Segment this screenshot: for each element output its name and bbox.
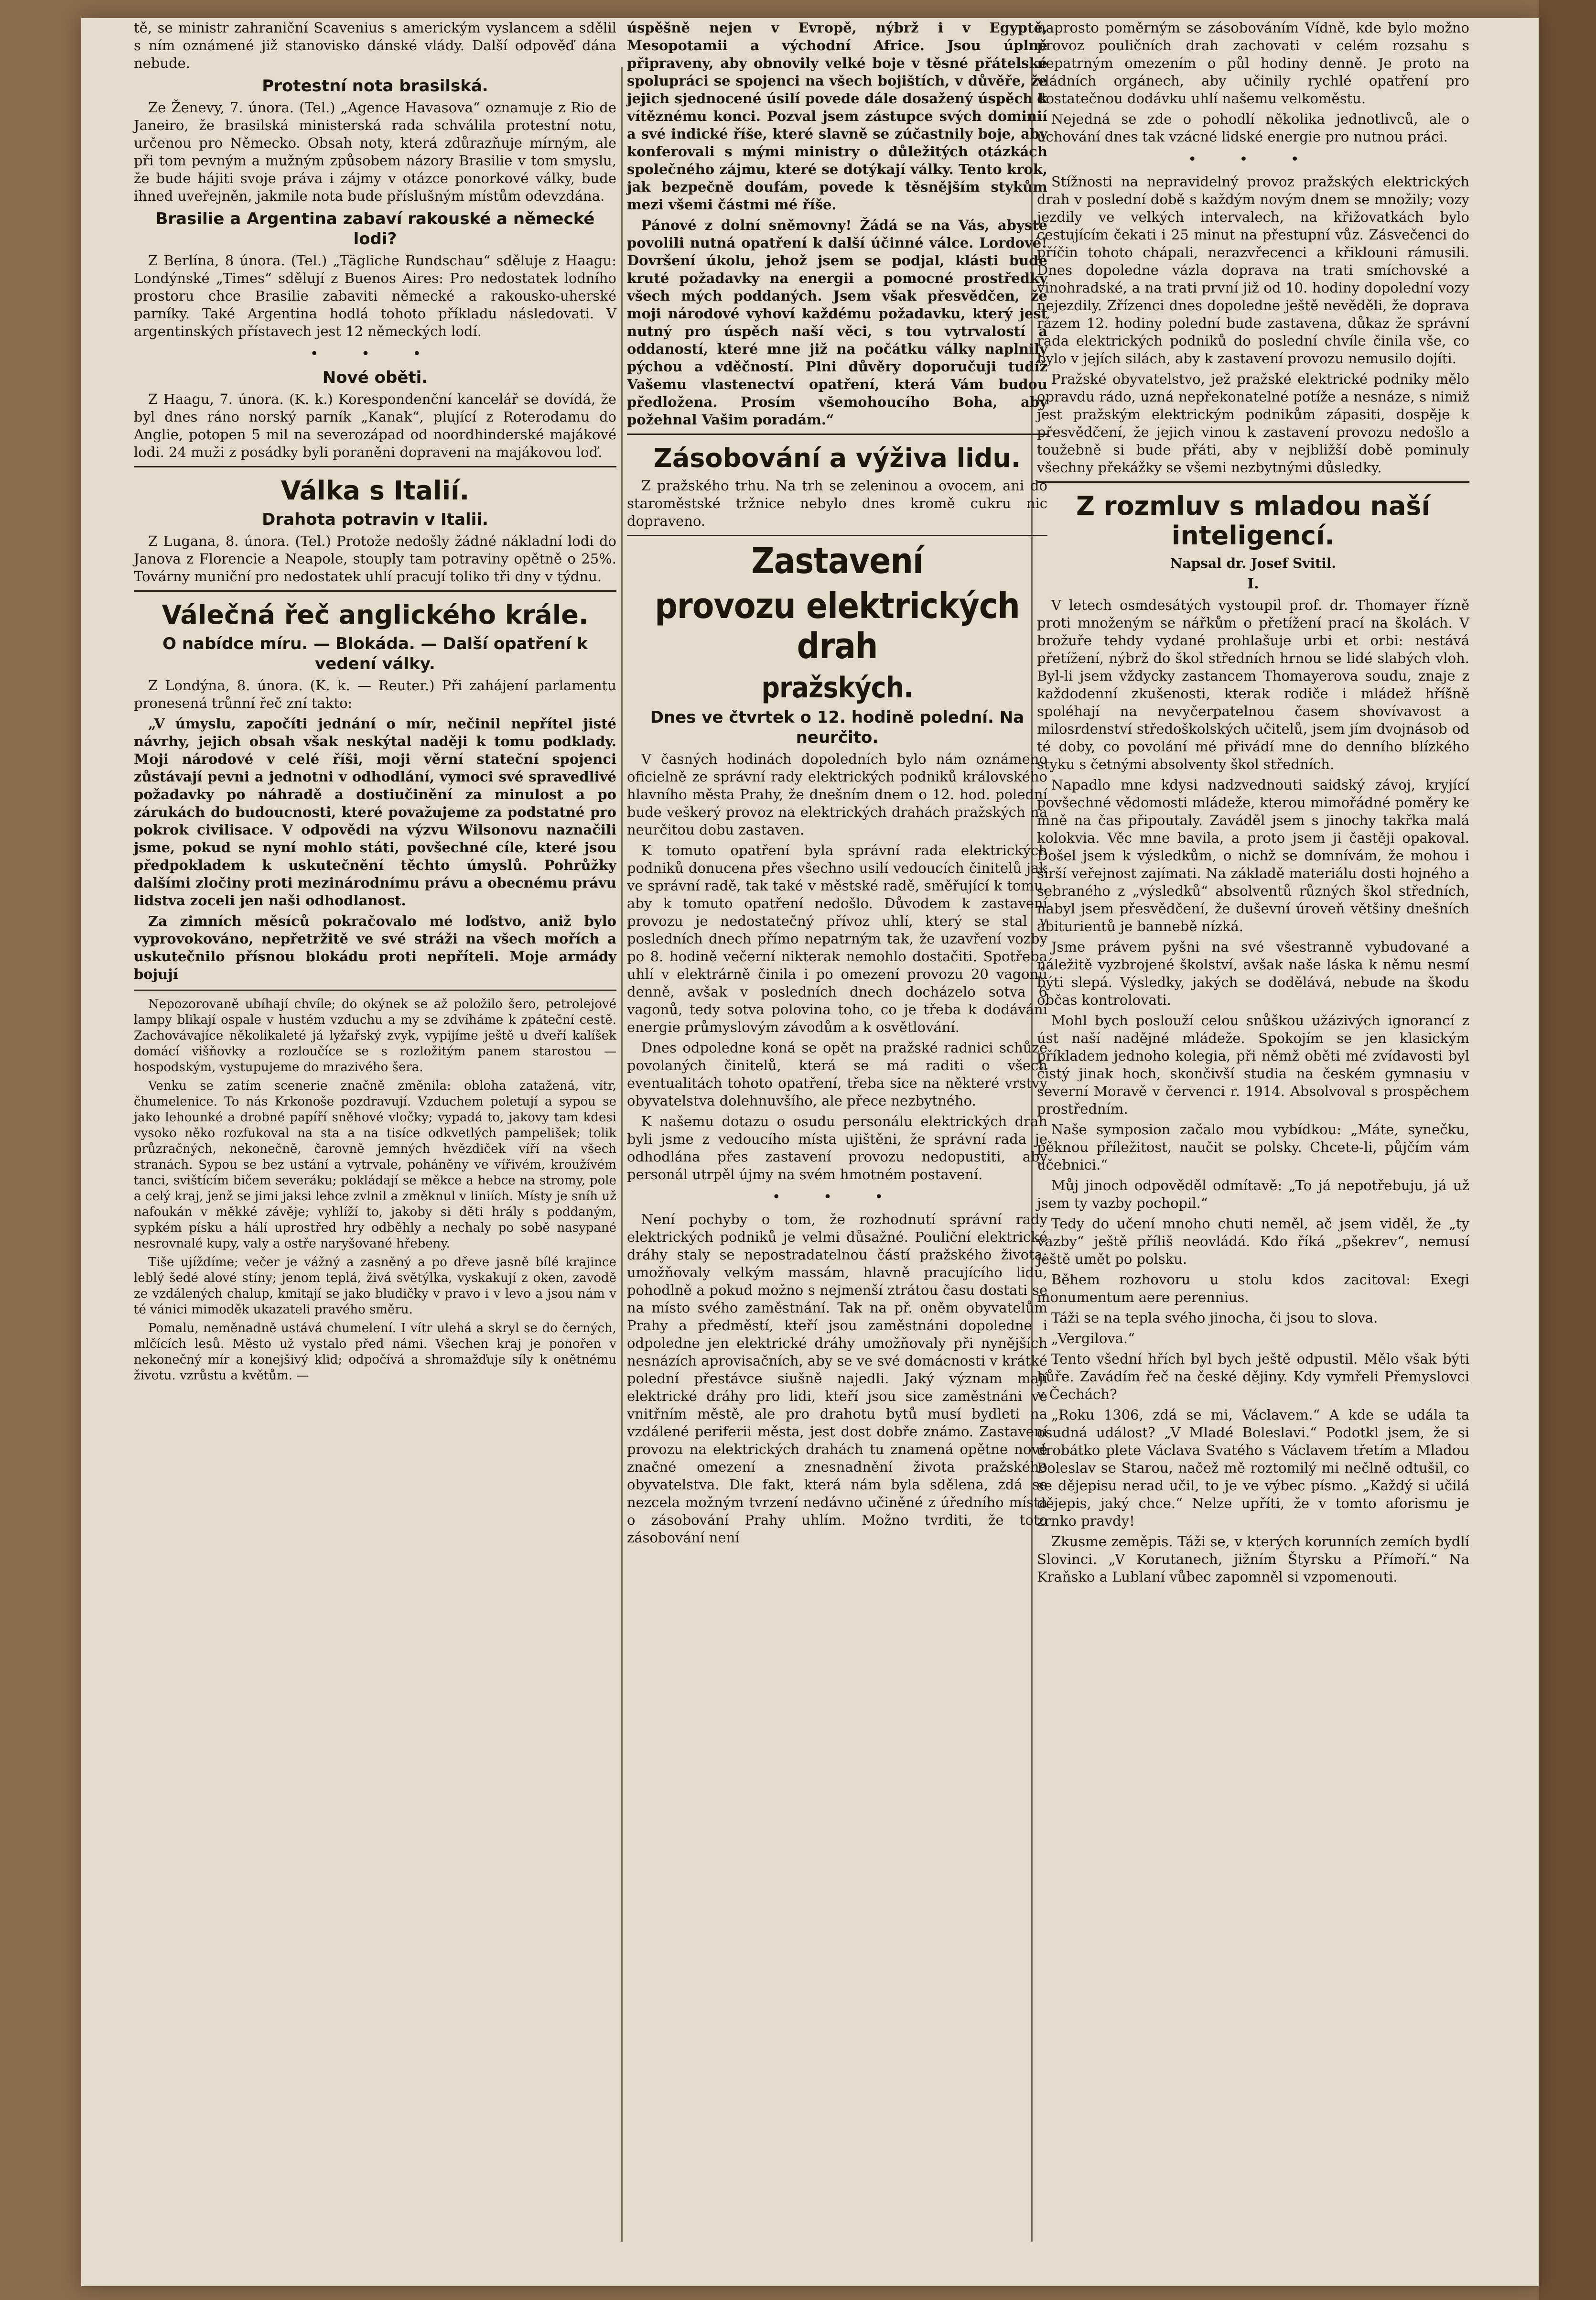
essay-paragraph: Napadlo mne kdysi nadzvednouti saidský závoj, kryjící povšechné vědomosti mládeže, kterou mimořádné poměry ke mně na čas připoutaly. Zaváděl jsem s jinochy takřka malá kolokvia. Věc mne bavila, a proto jsem ji častěji opakoval. Došel jsem k výsledkům, o nichž se domnívám, že mohou i širší veřejnost zajímati. Na základě materiálu dosti hojného a sebraného z „výsledků“ absolventů různých škol středních, nabyl jsem přesvědčení, že duševní úroveň většiny dnešních abiturientů je bannebě nízká. [1037,777,1469,934]
headline-brazil-note: Protestní nota brasilská. [262,76,488,96]
headline-tram-stop-3: pražských. [761,671,913,705]
article-prague-market: Z pražského trhu. Na trh se zeleninou a ovocem, ani do staroměstské tržnice nebylo dnes kromě cukru nic dopraveno. [627,477,1047,529]
article-new-victims: Z Haagu, 7. února. (K. k.) Korespondenční kancelář se dovídá, že byl dnes ráno norský parník „Kanak“, plující z Roterodamu do Anglie, potopen 5 mil na severozápad od noordhinderské majákové lodi. 24 muži z posádky byli poraněni dopraveni na majákovou loď. [134,391,616,460]
divider [627,434,1047,435]
section-divider-stars: • • • [772,1189,903,1205]
article-tram-energy: Nejedná se zde o pohodlí několika jednotlivců, ale o uchování dnes tak vzácné lidské energie pro nutnou práci. [1037,111,1469,145]
part-number: I. [1247,575,1259,592]
essay-paragraph: Tento všední hřích byl bych ještě odpustil. Mělo však býti hůře. Zavádím řeč na české dějiny. Kdy vymřeli Přemyslovci v Čechách? [1037,1351,1469,1402]
headline-war-italy: Válka s Italií. [280,476,470,506]
article-king-speech-intro: Z Londýna, 8. února. (K. k. — Reuter.) Při zahájení parlamentu pronesená trůnní řeč zní takto: [134,677,616,711]
feuilleton-paragraph: Nepozorovaně ubíhají chvíle; do okýnek se až položilo šero, petrolejové lampy blikají ospale v hustém vzduchu a my se zdvíháme k zpáteční cestě. Zachovávajíce několikaleté já lyžařský zvyk, vypijíme ještě u dveří kalíšek domácí višňovky a rozloučíce se s rozložitým panem starostou — hospodským, vystupujeme do mrazivého šera. [134,997,616,1074]
headline-youth-conversations: Z rozmluv s mladou naší inteligencí. [1076,491,1431,551]
essay-paragraph: Táži se na tepla svého jinocha, či jsou to slova. [1051,1310,1378,1326]
essay-paragraph: „Roku 1306, zdá se mi, Václavem.“ A kde se udála ta osudná událost? „V Mladé Boleslavi.“ Podotkl jsem, že si drobátko plete Václava Svatého s Václavem třetím a Mladou Boleslav se Starou, načež mě roztomilý mi nečlně odtušil, co se dějepisu nerad učil, to je ve výbec písmo. „Každý si učilá dějepis, jaký chce.“ Nelze upříti, že v tomto aforismu je zrnko pravdy! [1037,1407,1469,1529]
section-divider-stars: • • • [310,346,441,362]
headline-new-victims: Nové oběti. [322,368,428,387]
article-tram-paragraph: K tomuto opatření byla správní rada elektrických podniků donucena přes všechno usilí vedoucích činitelů jak ve správní radě, tak také v městské radě, směřující k tomu, aby k tomuto opatření nedošlo. Důvodem k zastavení provozu je nedostatečný přívoz uhlí, který se stal v posledních dnech přímo nepatrným tak, že uzavření vozby po 8. hodině večerní nikterak nemohlo dostačiti. Spotřeba uhlí v elektrárně činila i po omezení provozu 20 vagonů denně, avšak v posledních dnech docházelo sotva 6 vagonů, tedy sotva polovina toho, co je třeba k dodávání energie průmyslovým závodům a k osvětlování. [627,842,1047,1035]
article-tram-continued: naprosto poměrným se zásobováním Vídně, kde bylo možno provoz pouličních drah zachovati v celém rozsahu s nepatrným omezením o půl hodiny denně. Je proto na vládních orgánech, aby učinily rychlé opatření pro dostatečnou dodávku uhlí našemu velkoměstu. [1037,20,1469,107]
headline-king-speech: Válečná řeč anglického krále. [162,600,589,630]
headline-tram-stop-1: Zastavení [751,541,923,582]
column-rule [621,67,623,2242]
subheadline-king-speech: O nabídce míru. — Blokáda. — Další opatření k vedení války. [162,634,588,673]
headline-food-supply: Zásobování a výživa lidu. [653,443,1021,473]
byline: Napsal dr. Josef Svitil. [1170,555,1337,571]
essay-paragraph: „Vergilova.“ [1051,1330,1135,1346]
headline-food-prices: Drahota potravin v Italii. [262,510,488,529]
subheadline-tram-stop: Dnes ve čtvrtek o 12. hodině polední. Na neurčito. [650,708,1024,747]
essay-paragraph: Během rozhovoru u stolu kdos zacitoval: Exegi monumentum aere perennius. [1037,1271,1469,1305]
feuilleton-paragraph: Venku se zatím scenerie značně změnila: obloha zatažená, vítr, čhumelenice. To nás Krkonoše pozdravují. Vzduchem poletují a sypou se jako lehounké a drobné papíří sněhové vločky; vypadá to, jakovy tam kdesi vysoko něko rozfukoval na sta a na tisíce odkvetlých pampelišek; tolik průzračných, nekonečně, čarovně jemných hvězdiček víří na všech stranách. Sypou se bez ustání a vytrvale, poháněny ve vířivém, kroužívém tanci, svištícím bičem severáku; pokládají se měkce a hebce na stromy, pole a celý kraj, jenž se jimi jaksi lehce zvlnil a změknul v liniích. Místy je sníh už nafoukán v měkké závěje; vyhlíží to, jakoby si děti hrály s poddaným, sypkém písku a hálí uprostřed hry odběhly a nechaly po sobě nasypané nesrovnalé kupy, valy a ostře naryšované hřebeny. [134,1079,616,1251]
divider [134,466,616,467]
column-2 [627,19,1047,1550]
column-1 [134,19,616,1387]
article-king-speech-continued: úspěšně nejen v Evropě, nýbrž i v Egyptě, Mesopotamii a východní Africe. Jsou úplně připraveny, aby obnovily velké boje v těsné přátelské spolupráci se spojenci na všech bojištích, v důvěře, že jejich sjednocené úsilí povede dále dosažený úspěch k vítěznému konci. Pozval jsem zástupce svých dominií a své indické říše, které slavně se zúčastnily boje, aby konferovali s mými ministry o důležitých otázkách společného zájmu, které se dotýkají války. Tento krok, jak bezpečně doufám, povede k těsnějším stykům mezi všemi částmi mé říše. [627,20,1047,213]
article-danish-reply: tě, se ministr zahraniční Scavenius s americkým vyslancem a sdělil s ním oznámené již stanovisko dánské vlády. Další odpověď dána nebude. [134,20,616,71]
article-food-prices: Z Lugana, 8. února. (Tel.) Protože nedošly žádné nákladní lodi do Janova z Florencie a Neapole, stouply tam potraviny opětně o 25%. Továrny muniční pro nedostatek uhlí pracují toliko tři dny v týdnu. [134,533,616,585]
essay-paragraph: Tedy do učení mnoho chuti neměl, ač jsem viděl, že „ty vazby“ ještě příliš neovládá. Kdo říká „pšekrev“, nemusí ještě umět po polsku. [1037,1215,1469,1267]
divider [1037,481,1469,483]
article-tram-paragraph: Dnes odpoledne koná se opět na pražské radnici schůze povolaných činitelů, která se má raditi o všech eventualitách tohoto opatření, třeba sice na některé vrstvy obyvatelstva dolehnuvšího, ale přece nezbytného. [627,1040,1047,1109]
divider [627,535,1047,536]
column-3 [1037,19,1469,1589]
article-tram-public: Pražské obyvatelstvo, jež pražské elektrické podniky mělo opravdu rádo, uzná nepřekonatelné potíže a nesnáze, s nimiž jest pražským elektrickým podnikům zápasiti, dospěje k přesvědčení, že jejich vinou k zastavení provozu nedošlo a toužebně si bude přáti, aby v nejbližší době pominuly všechny překážky se všemi nezbytnými důsledky. [1037,371,1469,476]
essay-paragraph: Mohl bych poslouží celou snůškou užázivých ignorancí z úst naší nadějné mládeže. Spokojím se jen klasickým příkladem jednoho kolegia, při němž oběti mé zvídavosti byl čistý jinak hoch, skončivší studia na českém gymnasiu v severní Moravě v červenci r. 1914. Absolvoval s prospěchem prostředním. [1037,1012,1469,1117]
article-tram-paragraph: V časných hodinách dopoledních bylo nám oznámeno oficielně ze správní rady elektrických podniků královského hlavního města Prahy, že dnešním dnem o 12. hod. polední bude veškerý provoz na elektrických drahách pražských na neurčitou dobu zastaven. [627,751,1047,838]
page-edge-binding [1539,0,1596,2300]
feuilleton-paragraph: Pomalu, neměnadně ustává chumelení. I vítr ulehá a skryl se do černých, mlčících lesů. Město už vystalo před námi. Všechen kraj je ponořen v nekonečný mír a konejšivý klid; odpočívá a shromažďuje síly k onětnému životu. vzrůstu a květům. — [134,1321,616,1383]
feuilleton-divider [134,989,616,991]
article-king-speech-quote: „V úmyslu, započíti jednání o mír, nečinil nepřítel jisté návrhy, jejich obsah však neskýtal naději k tomu podklady. Moji národové v celé říši, moji věrní stateční spojenci zůstávají pevni a jednotni v odhodlání, vymoci své spravedlivé požadavky po náhradě a dostiučinění za minulost a po zárukách do budoucnosti, které považujeme za podstatné pro pokrok civilisace. V odpovědi na výzvu Wilsonovu naznačili jsme, pokud se nyní mohlo státi, povšechné cíle, které jsou předpokladem k uskutečnění těchto úmyslů. Pohrůžky dalšími zločiny proti mezinárodnímu právu a obecnému právu lidstva zoceli jen naši odhodlanost. [134,716,616,909]
article-king-speech-navy: Za zimních měsíců pokračovalo mé loďstvo, aniž bylo vyprovokováno, nepřetržitě ve své stráži na všech mořích a uskutečnilo přísnou blokádu proti nepříteli. Moje armády bojují [134,913,616,982]
section-divider-stars: • • • [1188,151,1318,168]
feuilleton-paragraph: Tiše ujíždíme; večer je vážný a zasněný a po dřeve jasně bílé krajince leblý šedé alové stíny; jenom teplá, živá světýlka, vyskakují z oken, zavodě ze vzdálených chalup, kmitají se jako bludičky v pravo i v levo a jsou nám v té vánici mimoděk ukazateli pravého směru. [134,1255,616,1317]
essay-paragraph: Zkusme zeměpis. Táži se, v kterých korunních zemích bydlí Slovinci. „V Korutanech, jižním Štyrsku a Přímoří.“ Na Kraňsko a Lublaní vůbec zapomněl si vzpomenouti. [1037,1533,1469,1585]
feuilleton [134,997,616,1384]
headline-brazil-argentina: Brasilie a Argentina zabaví rakouské a německé lodi? [155,209,595,249]
article-tram-paragraph: K našemu dotazu o osudu personálu elektrických drah byli jsme z vedoucího místa ujištěni, že správní rada je odhodlána přes zastavení provozu nedopustiti, aby personál utrpěl újmy na svém hmotném postavení. [627,1113,1047,1183]
article-tram-complaints: Stížnosti na nepravidelný provoz pražských elektrických drah v poslední době s každým novým dnem se množily; vozy jezdily ve velkých intervalech, na křižovatkách bylo cestujícím čekati i 25 minut na přestupní vůz. Zásvečenci do příčin tohoto chápali, nerazvřecenci a křiklouni rámusili. Dnes dopoledne vázla doprava na trati smíchovské a vinohradské, a na trati první již od 10. hodiny dopolední vozy nejezdily. Zřízenci dnes dopoledne ještě nevěděli, že doprava rázem 12. hodiny polední bude zastavena, důkaz že správní rada elektrických podniků do poslední chvíle činila vše, co bylo v jejích silách, aby k zastavení provozu nemusilo dojíti. [1037,174,1469,367]
headline-tram-stop-2: provozu elektrických drah [655,586,1020,667]
divider [134,590,616,592]
article-brazil-argentina: Z Berlína, 8 února. (Tel.) „Tägliche Rundschau“ sděluje z Haagu: Londýnské „Times“ sdělují z Buenos Aires: Pro nedostatek lodního prostoru chce Brasilie zabaviti německé a rakousko-uherské parníky. Také Argentina hodlá tohoto příkladu následovati. V argentinských přístavech jest 12 německých lodí. [134,252,616,339]
essay-paragraph: V letech osmdesátých vystoupil prof. dr. Thomayer řízně proti množeným se nářkům o přetížení prací na školách. V brožuře tehdy vydané prohlašuje urbi et orbi: nestává přetížení, nýbrž do škol středních hrnou se lidé slabých vloh. Byl-li jsem vždycky zastancem Thomayerova soudu, znaje z každodenní zkušenosti, kterak rodiče i mládež hříšně spoléhají na nevyčerpatelnou časem shovívavost a milosrdenství středoškolských učitelů, jsem jím dvojnásob od té doby, co povolání mé přivádí mne do denního blízkého styku s četnými absolventy škol středních. [1037,597,1469,772]
essay-paragraph: Můj jinoch odpověděl odmítavě: „To já nepotřebuju, já už jsem ty vazby pochopil.“ [1037,1177,1469,1211]
article-brazil-note: Ze Ženevy, 7. února. (Tel.) „Agence Havasova“ oznamuje z Rio de Janeiro, že brasilská ministerská rada schválila protestní notu, určenou pro Německo. Obsah noty, která zdůrazňuje mírným, ale při tom pevným a mužným způsobem názory Brasilie v tom smyslu, že bude hájiti svoje práva i zájmy v otázce ponorkové války, bude ihned uveřejněn, jakmile nota bude příslušným místům odevzdána. [134,99,616,204]
essay-paragraph: Jsme právem pyšni na své všestranně vybudované a náležitě vyzbrojené školství, avšak naše láska k němu nesmí býti slepá. Výsledky, jakých se dodělává, nebude na škodu občas kontrolovati. [1037,939,1469,1008]
article-king-speech-end: Pánové z dolní sněmovny! Žádá se na Vás, abyste povolili nutná opatření k další účinné válce. Lordové! Dovršení úkolu, jehož jsem se podjal, klásti bude kruté požadavky na energii a pomocné prostředky všech mých poddaných. Jsem však přesvědčen, že moji národové vyhoví každému požadavku, který jest nutný pro úspěch naší věci, s tou vytrvalostí a oddaností, které mne již na počátku války naplnily pýchou a vděčností. Plni důvěry doporučuji tudíž Vašemu vlastenectví opatření, která Vám budou předložena. Prosím všemohoucího Boha, aby požehnal Vašim poradám.“ [627,217,1047,428]
article-tram-paragraph: Není pochyby o tom, že rozhodnutí správní rady elektrických podniků je velmi důsažné. Pouliční elektrické dráhy staly se nepostradatelnou částí pražského života; umožňovaly velkým massám, hlavně pracujícího lidu, pohodlně a pokud možno s nejmenší ztrátou času dostati se na místo svého zaměstnání. Tak na př. oněm obyvatelům Prahy a předměstí, kteří jsou zaměstnáni dopoledne i odpoledne jen elektrické dráhy umožňovaly při nynějších nesnázích aprovisačních, aby se ve své domácnosti v krátké polední přestávce siušně najedli. Jaký význam mají elektrické dráhy pro lidi, kteří jsou sice zaměstnáni ve vnitřním městě, ale pro drahotu bytů musí bydleti na vzdálené periferii města, jest dost dobře známo. Zastavení provozu na elektrických drahách tu znamená opětne nové značné omezení a znesnadnění života pražského obyvatelstva. Dle fakt, která nám byla sdělena, zdá se nezcela možným tvrzení nedávno učiněné z úředního místa o zásobování Prahy uhlím. Možno tvrditi, že toto zásobování není [627,1211,1047,1546]
essay-paragraph: Naše symposion začalo mou vybídkou: „Máte, synečku, pěknou příležitost, naučit se polsky. Chcete-li, půjčím vám učebnici.“ [1037,1121,1469,1173]
